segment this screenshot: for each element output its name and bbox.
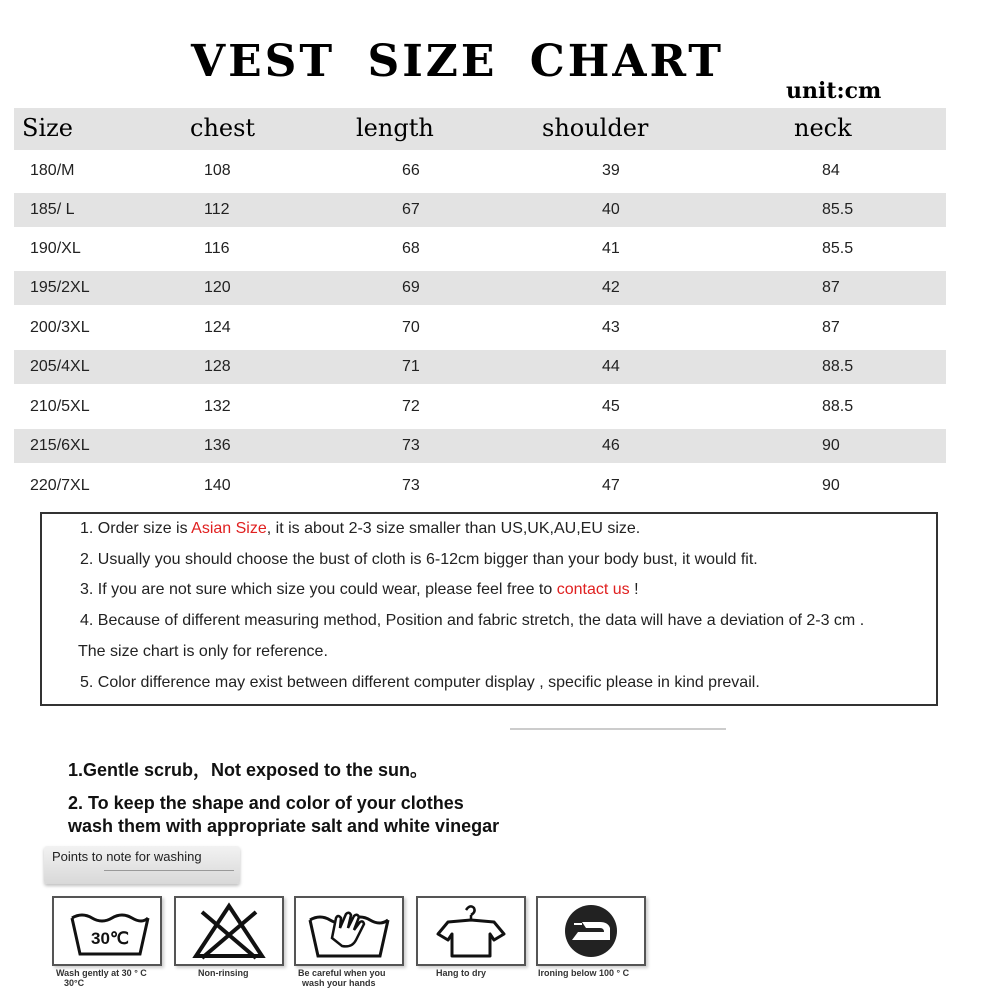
header-shoulder: shoulder xyxy=(542,114,649,142)
contact-us-link[interactable]: contact us xyxy=(556,581,630,598)
hand-wash-caption: Be careful when you xyxy=(298,968,386,978)
iron-icon xyxy=(536,896,646,966)
cell-length: 69 xyxy=(402,279,420,296)
cell-shoulder: 46 xyxy=(602,437,620,454)
cell-chest: 136 xyxy=(204,437,231,454)
cell-length: 68 xyxy=(402,240,420,257)
label-underline xyxy=(104,870,234,871)
hang-dry-icon xyxy=(416,896,526,966)
hang-dry-caption: Hang to dry xyxy=(436,968,487,978)
cell-size: 190/XL xyxy=(30,240,81,257)
no-bleach-icon xyxy=(174,896,284,966)
cell-length: 71 xyxy=(402,358,420,375)
cell-length: 67 xyxy=(402,201,420,218)
cell-neck: 90 xyxy=(822,437,840,454)
cell-neck: 88.5 xyxy=(822,398,854,415)
table-row xyxy=(14,271,946,305)
cell-size: 220/7XL xyxy=(30,477,90,494)
cell-chest: 128 xyxy=(204,358,231,375)
wash-30-caption: Wash gently at 30 ° C xyxy=(56,968,147,978)
cell-length: 72 xyxy=(402,398,420,415)
unit-label: unit:cm xyxy=(786,78,882,104)
washing-points-label xyxy=(44,846,240,884)
cell-chest: 112 xyxy=(204,201,230,218)
note-4: 4. Because of different measuring method, Position and fabric stretch, the data will have a deviation of 2-3 cm . xyxy=(80,612,865,629)
cell-neck: 90 xyxy=(822,477,840,494)
cell-chest: 132 xyxy=(204,398,231,415)
iron-caption: Ironing below 100 ° C xyxy=(538,968,630,978)
table-row xyxy=(14,311,946,345)
cell-length: 66 xyxy=(402,162,420,179)
note-2: 2. Usually you should choose the bust of cloth is 6-12cm bigger than your body bust, it would fit. xyxy=(80,551,758,568)
hand-wash-icon xyxy=(294,896,404,966)
table-row xyxy=(14,390,946,424)
cell-size: 210/5XL xyxy=(30,398,90,415)
asian-size-highlight: Asian Size xyxy=(191,520,267,537)
chart-title: VEST SIZE CHART xyxy=(190,36,725,87)
note-3-text: 3. If you are not sure which size you could wear, please feel free to xyxy=(80,581,557,598)
header-neck: neck xyxy=(794,114,852,142)
table-row xyxy=(14,232,946,266)
cell-size: 200/3XL xyxy=(30,319,90,336)
note-1-text-end: , it is about 2-3 size smaller than US,UK,AU,EU size. xyxy=(266,520,641,537)
cell-size: 180/M xyxy=(30,162,75,179)
cell-size: 195/2XL xyxy=(30,279,90,296)
cell-shoulder: 47 xyxy=(602,477,620,494)
cell-chest: 120 xyxy=(204,279,231,296)
cell-neck: 84 xyxy=(822,162,840,179)
washing-points-text: Points to note for washing xyxy=(52,849,202,864)
wash-temp-label: 30℃ xyxy=(90,929,130,948)
note-3 xyxy=(80,581,639,599)
cell-shoulder: 41 xyxy=(602,240,620,257)
washing-tip-2-cont: wash them with appropriate salt and white vinegar xyxy=(68,816,500,836)
table-row xyxy=(14,350,946,384)
table-row xyxy=(14,469,946,503)
cell-shoulder: 39 xyxy=(602,162,620,179)
cell-size: 185/ L xyxy=(30,201,75,218)
table-row xyxy=(14,154,946,188)
cell-shoulder: 45 xyxy=(602,398,620,415)
header-length: length xyxy=(356,114,434,142)
cell-neck: 88.5 xyxy=(822,358,854,375)
cell-neck: 85.5 xyxy=(822,201,854,218)
cell-neck: 87 xyxy=(822,319,840,336)
wash-30-caption-2: 30°C xyxy=(64,978,85,988)
cell-chest: 124 xyxy=(204,319,231,336)
cell-shoulder: 40 xyxy=(602,201,620,218)
cell-length: 70 xyxy=(402,319,420,336)
note-1-text: 1. Order size is xyxy=(80,520,192,537)
wash-30-icon xyxy=(52,896,162,966)
note-1 xyxy=(80,520,640,538)
cell-chest: 108 xyxy=(204,162,231,179)
table-row xyxy=(14,193,946,227)
table-header xyxy=(14,108,946,150)
cell-length: 73 xyxy=(402,437,420,454)
cell-shoulder: 42 xyxy=(602,279,620,296)
hand-wash-caption-2: wash your hands xyxy=(302,978,376,988)
washing-tip-1: 1.Gentle scrub，Not exposed to the sun。 xyxy=(68,760,429,780)
cell-length: 73 xyxy=(402,477,420,494)
cell-chest: 140 xyxy=(204,477,231,494)
notes-box xyxy=(40,512,938,706)
washing-tip-2: 2. To keep the shape and color of your clothes xyxy=(68,793,464,813)
cell-shoulder: 44 xyxy=(602,358,620,375)
cell-chest: 116 xyxy=(204,240,230,257)
cell-size: 205/4XL xyxy=(30,358,90,375)
note-5: 5. Color difference may exist between different computer display , specific please in kind prevail. xyxy=(80,674,760,691)
cell-shoulder: 43 xyxy=(602,319,620,336)
table-row xyxy=(14,429,946,463)
header-size: Size xyxy=(22,114,73,142)
cell-size: 215/6XL xyxy=(30,437,90,454)
note-3-text-end: ! xyxy=(629,581,639,598)
note-4b: The size chart is only for reference. xyxy=(78,643,328,660)
header-chest: chest xyxy=(190,114,256,142)
cell-neck: 85.5 xyxy=(822,240,854,257)
cell-neck: 87 xyxy=(822,279,840,296)
no-bleach-caption: Non-rinsing xyxy=(198,968,249,978)
divider xyxy=(510,728,726,730)
